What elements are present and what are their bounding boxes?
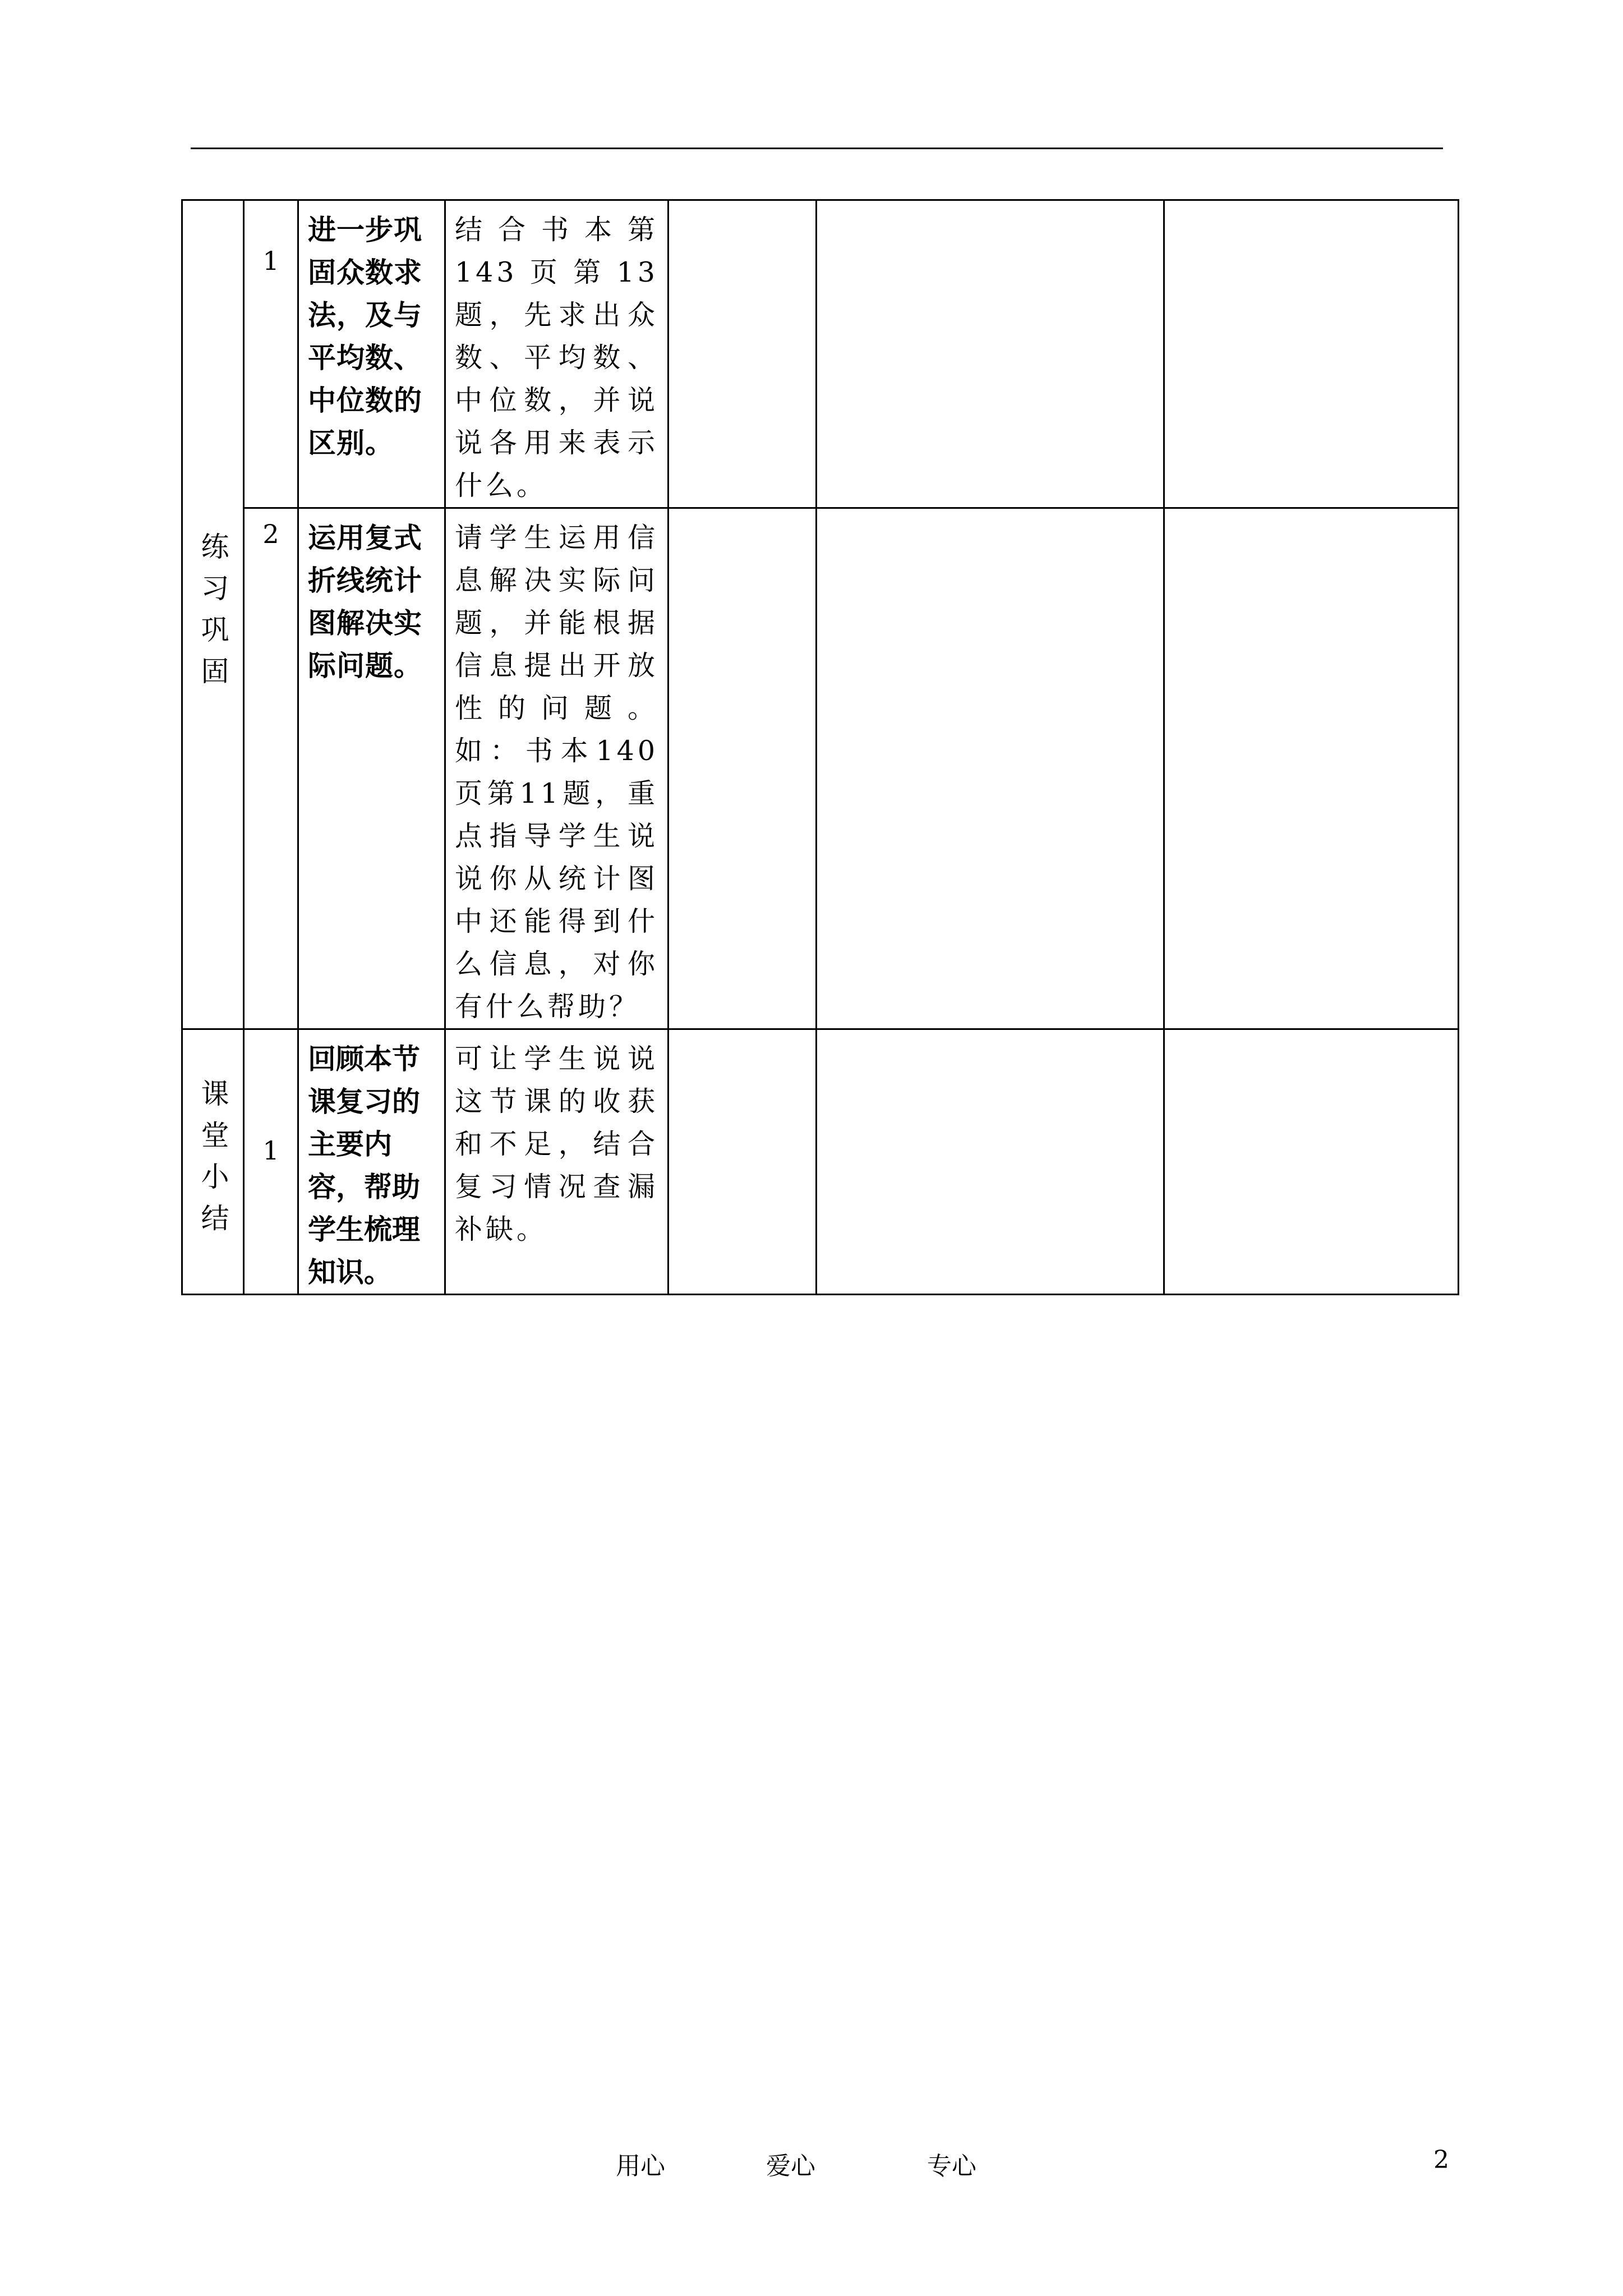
goal-cell [298, 508, 445, 1029]
footer-left: 用心 [616, 2152, 665, 2180]
section-label: 课堂小结 [196, 1079, 229, 1245]
empty-cell [817, 1029, 1164, 1295]
activity-cell [445, 1029, 668, 1295]
step-number: 2 [262, 519, 279, 549]
goal-text: 进一步巩固众数求法，及与平均数、中位数的区别。 [308, 214, 422, 459]
activity-text: 请学生运用信息解决实际问题，并能根据信息提出开放性的问题。如：书本140页第11题，重点指导学生说说你从统计图中还能得到什么信息，对你有什么帮助？ [455, 522, 658, 1023]
step-number: 1 [262, 246, 279, 276]
table-row [182, 200, 1459, 508]
empty-cell [1164, 200, 1459, 508]
page-number: 2 [1433, 2146, 1449, 2174]
empty-cell [817, 508, 1164, 1029]
goal-text: 回顾本节课复习的主要内容，帮助学生梳理知识。 [308, 1043, 420, 1289]
goal-cell [298, 200, 445, 508]
activity-text: 可让学生说说这节课的收获和不足，结合复习情况查漏补缺。 [455, 1043, 658, 1245]
header-rule [191, 148, 1443, 149]
table-row [182, 508, 1459, 1029]
empty-cell [817, 200, 1164, 508]
empty-cell [668, 508, 817, 1029]
section-label-cell [182, 1029, 244, 1295]
step-number-cell [244, 1029, 298, 1295]
empty-cell [1164, 1029, 1459, 1295]
goal-cell [298, 1029, 445, 1295]
section-label: 练习巩固 [196, 531, 229, 698]
footer-right: 专心 [927, 2152, 976, 2180]
activity-text: 结合书本第143页第13题，先求出众数、平均数、中位数，并说说各用来表示什么。 [455, 214, 658, 501]
lesson-plan-table [181, 199, 1459, 1295]
empty-cell [1164, 508, 1459, 1029]
section-label-cell [182, 200, 244, 1029]
activity-cell [445, 200, 668, 508]
empty-cell [668, 1029, 817, 1295]
activity-cell [445, 508, 668, 1029]
goal-text: 运用复式折线统计图解决实际问题。 [308, 522, 422, 682]
empty-cell [668, 200, 817, 508]
step-number-cell [244, 508, 298, 1029]
table-row [182, 1029, 1459, 1295]
step-number-cell [244, 200, 298, 508]
footer-middle: 爱心 [766, 2152, 815, 2180]
step-number: 1 [262, 1135, 279, 1166]
